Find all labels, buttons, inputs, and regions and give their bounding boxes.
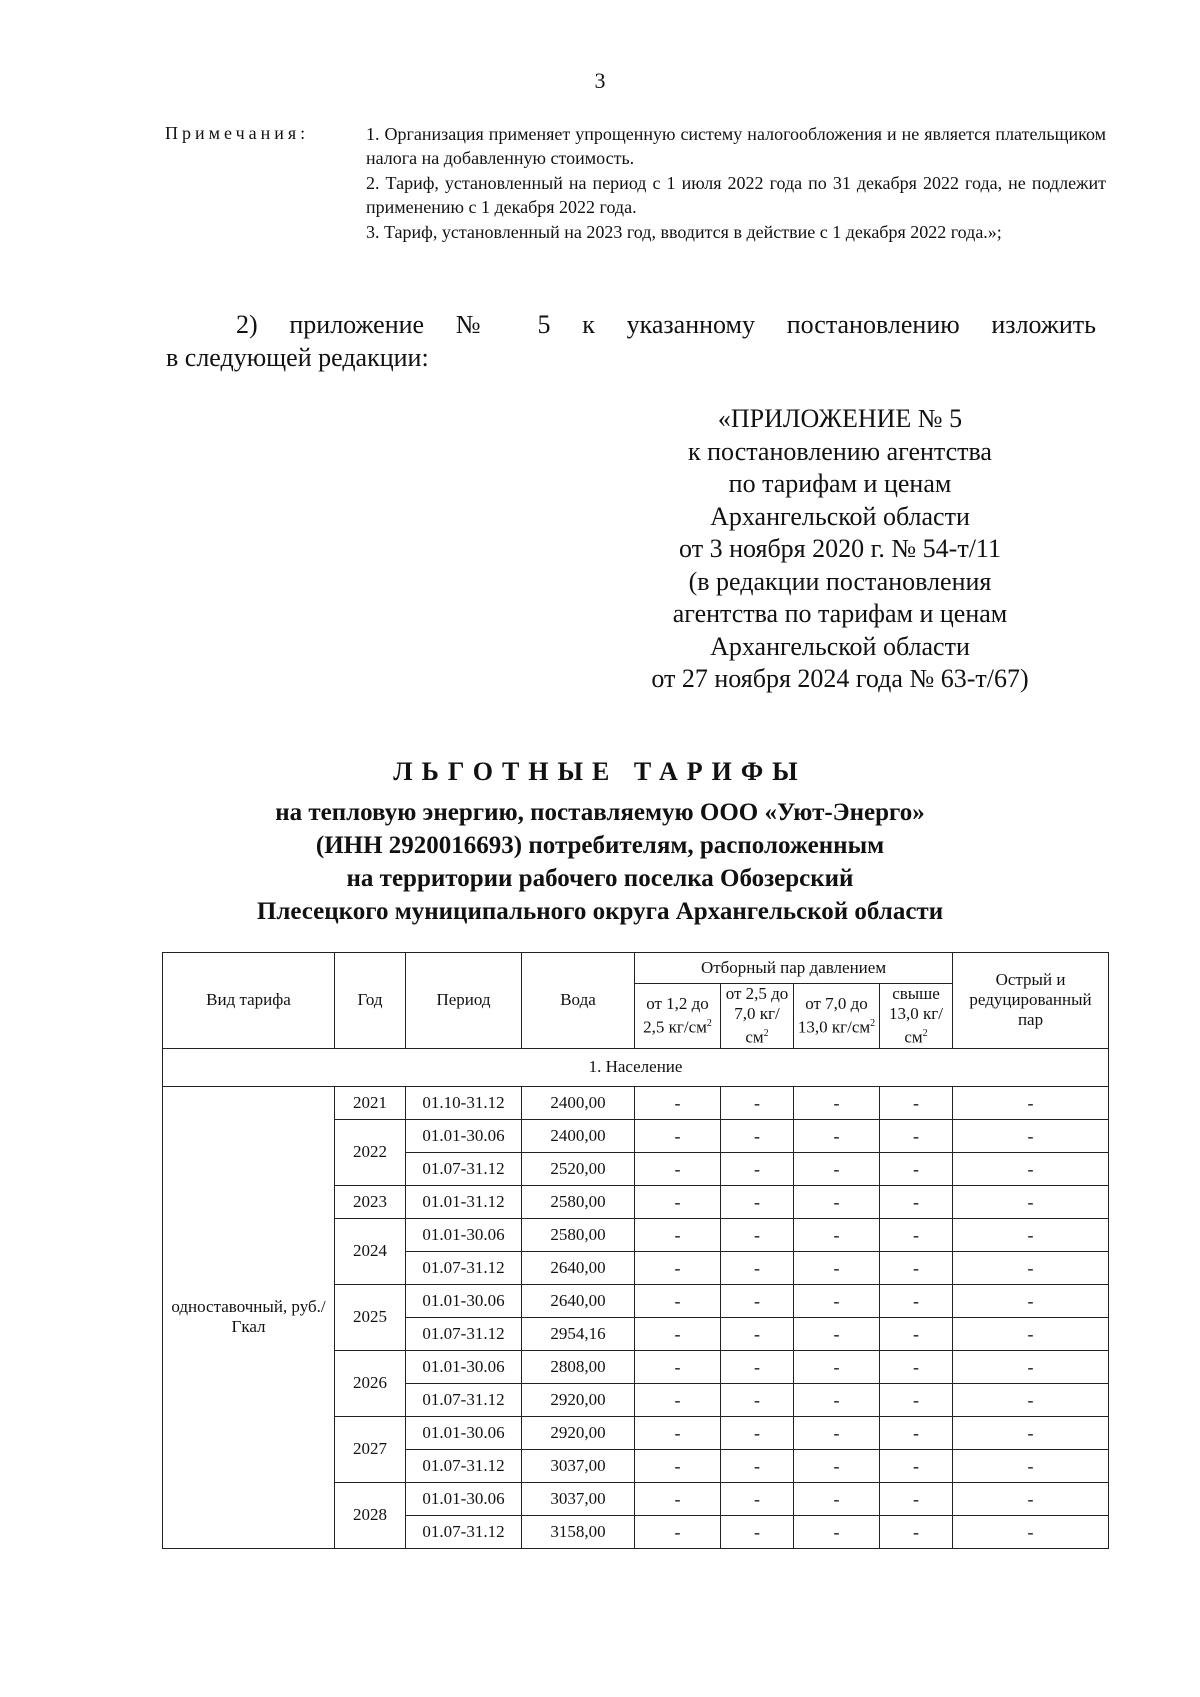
tariff-type-cell: одноставочный, руб./Гкал [163, 1086, 335, 1548]
empty-value-cell: - [880, 1515, 953, 1548]
empty-value-cell: - [635, 1317, 721, 1350]
empty-value-cell: - [953, 1416, 1109, 1449]
document-title: ЛЬГОТНЫЕ ТАРИФЫ [393, 757, 807, 786]
period-cell: 01.01-31.12 [406, 1185, 522, 1218]
period-cell: 01.07-31.12 [406, 1449, 522, 1482]
appendix-line: Архангельской области [710, 501, 970, 531]
empty-value-cell: - [953, 1185, 1109, 1218]
empty-value-cell: - [880, 1317, 953, 1350]
subtitle-line: на территории рабочего поселка Обозерский [346, 865, 854, 892]
section-row: 1. Население [163, 1048, 1109, 1086]
period-cell: 01.01-30.06 [406, 1482, 522, 1515]
empty-value-cell: - [635, 1152, 721, 1185]
year-cell: 2021 [335, 1086, 406, 1119]
empty-value-cell: - [721, 1449, 794, 1482]
empty-value-cell: - [721, 1383, 794, 1416]
empty-value-cell: - [880, 1152, 953, 1185]
water-cell: 2920,00 [522, 1383, 635, 1416]
note-item: 3. Тариф, установленный на 2023 год, вводится в действие с 1 декабря 2022 года.»; [366, 222, 1002, 242]
empty-value-cell: - [953, 1119, 1109, 1152]
empty-value-cell: - [953, 1482, 1109, 1515]
period-cell: 01.01-30.06 [406, 1119, 522, 1152]
empty-value-cell: - [880, 1185, 953, 1218]
empty-value-cell: - [953, 1449, 1109, 1482]
period-cell: 01.01-30.06 [406, 1284, 522, 1317]
empty-value-cell: - [880, 1284, 953, 1317]
year-cell: 2023 [335, 1185, 406, 1218]
period-cell: 01.01-30.06 [406, 1218, 522, 1251]
empty-value-cell: - [721, 1152, 794, 1185]
paragraph-line: 2) приложение № 5 к указанному постановлению изложить [236, 310, 1096, 339]
period-cell: 01.07-31.12 [406, 1383, 522, 1416]
empty-value-cell: - [635, 1449, 721, 1482]
empty-value-cell: - [880, 1350, 953, 1383]
period-cell: 01.07-31.12 [406, 1317, 522, 1350]
water-cell: 3037,00 [522, 1482, 635, 1515]
subtitle-line: на тепловую энергию, поставляемую ООО «Уют-Энерго» [275, 799, 925, 826]
empty-value-cell: - [794, 1086, 880, 1119]
empty-value-cell: - [635, 1086, 721, 1119]
subtitle-line: (ИНН 2920016693) потребителям, расположенным [315, 832, 885, 859]
appendix-line: «ПРИЛОЖЕНИЕ № 5 [717, 404, 963, 433]
appendix-line: от 27 ноября 2024 года № 63-т/67) [651, 664, 1029, 693]
empty-value-cell: - [794, 1515, 880, 1548]
empty-value-cell: - [794, 1284, 880, 1317]
empty-value-cell: - [721, 1416, 794, 1449]
empty-value-cell: - [721, 1482, 794, 1515]
appendix-line: к постановлению агентства [688, 436, 992, 466]
appendix-line: Архангельской области [710, 631, 970, 661]
header-steam-group: Отборный пар давлением [635, 953, 953, 984]
empty-value-cell: - [953, 1152, 1109, 1185]
notes-label: Примечания: [165, 123, 310, 143]
empty-value-cell: - [794, 1317, 880, 1350]
subtitle-line: Плесецкого муниципального округа Архангельской области [256, 898, 944, 925]
water-cell: 2954,16 [522, 1317, 635, 1350]
empty-value-cell: - [794, 1119, 880, 1152]
table-row [163, 1086, 1109, 1119]
header-steam-col: от 7,0 до 13,0 $кг/см^2$ [794, 984, 880, 1049]
header-steam-col: от 1,2 до 2,5 $кг/см^2$ [635, 984, 721, 1049]
empty-value-cell: - [794, 1350, 880, 1383]
document-subtitle [0, 796, 1200, 928]
header-steam-col: от 2,5 до 7,0 $кг/см^2$ [721, 984, 794, 1049]
empty-value-cell: - [721, 1515, 794, 1548]
water-cell: 2400,00 [522, 1119, 635, 1152]
empty-value-cell: - [721, 1284, 794, 1317]
year-cell: 2022 [335, 1119, 406, 1185]
empty-value-cell: - [953, 1383, 1109, 1416]
empty-value-cell: - [635, 1350, 721, 1383]
empty-value-cell: - [635, 1416, 721, 1449]
empty-value-cell: - [721, 1251, 794, 1284]
empty-value-cell: - [794, 1383, 880, 1416]
note-item: 2. Тариф, установленный на период с 1 июля 2022 года по 31 декабря 2022 года, не подлежит применению с 1 декабря 2022 года. [366, 173, 1106, 217]
empty-value-cell: - [953, 1284, 1109, 1317]
header-sharp-steam: Острый и редуцированный пар [953, 953, 1109, 1049]
empty-value-cell: - [635, 1482, 721, 1515]
empty-value-cell: - [953, 1350, 1109, 1383]
empty-value-cell: - [953, 1086, 1109, 1119]
empty-value-cell: - [794, 1251, 880, 1284]
water-cell: 2580,00 [522, 1185, 635, 1218]
period-cell: 01.07-31.12 [406, 1251, 522, 1284]
tariff-table [162, 952, 1109, 1549]
water-cell: 2808,00 [522, 1350, 635, 1383]
appendix-line: по тарифам и ценам [728, 469, 952, 498]
empty-value-cell: - [880, 1416, 953, 1449]
empty-value-cell: - [635, 1218, 721, 1251]
year-cell: 2027 [335, 1416, 406, 1482]
empty-value-cell: - [953, 1515, 1109, 1548]
water-cell: 2520,00 [522, 1152, 635, 1185]
period-cell: 01.07-31.12 [406, 1152, 522, 1185]
header-type: Вид тарифа [163, 953, 335, 1049]
period-cell: 01.01-30.06 [406, 1350, 522, 1383]
empty-value-cell: - [794, 1218, 880, 1251]
empty-value-cell: - [635, 1284, 721, 1317]
empty-value-cell: - [880, 1383, 953, 1416]
water-cell: 3158,00 [522, 1515, 635, 1548]
empty-value-cell: - [794, 1416, 880, 1449]
water-cell: 2920,00 [522, 1416, 635, 1449]
appendix-heading [620, 403, 1060, 696]
year-cell: 2025 [335, 1284, 406, 1350]
page-number: 3 [594, 68, 606, 93]
empty-value-cell: - [635, 1185, 721, 1218]
appendix-line: (в редакции постановления [688, 566, 992, 596]
empty-value-cell: - [953, 1317, 1109, 1350]
notes-list [366, 122, 1106, 245]
empty-value-cell: - [721, 1350, 794, 1383]
empty-value-cell: - [794, 1449, 880, 1482]
empty-value-cell: - [635, 1383, 721, 1416]
period-cell: 01.01-30.06 [406, 1416, 522, 1449]
empty-value-cell: - [635, 1515, 721, 1548]
water-cell: 2640,00 [522, 1251, 635, 1284]
empty-value-cell: - [880, 1482, 953, 1515]
empty-value-cell: - [880, 1086, 953, 1119]
header-water: Вода [522, 953, 635, 1049]
empty-value-cell: - [794, 1482, 880, 1515]
empty-value-cell: - [880, 1119, 953, 1152]
empty-value-cell: - [794, 1152, 880, 1185]
year-cell: 2024 [335, 1218, 406, 1284]
year-cell: 2028 [335, 1482, 406, 1548]
empty-value-cell: - [721, 1185, 794, 1218]
note-item: 1. Организация применяет упрощенную систему налогообложения и не является плательщиком налога на добавленную стоимость. [366, 124, 1106, 168]
period-cell: 01.07-31.12 [406, 1515, 522, 1548]
paragraph-line: в следующей редакции: [166, 343, 429, 372]
header-year: Год [335, 953, 406, 1049]
empty-value-cell: - [953, 1218, 1109, 1251]
empty-value-cell: - [953, 1251, 1109, 1284]
empty-value-cell: - [880, 1218, 953, 1251]
period-cell: 01.10-31.12 [406, 1086, 522, 1119]
water-cell: 3037,00 [522, 1449, 635, 1482]
year-cell: 2026 [335, 1350, 406, 1416]
empty-value-cell: - [635, 1251, 721, 1284]
empty-value-cell: - [880, 1449, 953, 1482]
empty-value-cell: - [794, 1185, 880, 1218]
appendix-line: от 3 ноября 2020 г. № 54-т/11 [679, 534, 1001, 563]
appendix-line: агентства по тарифам и ценам [672, 599, 1008, 628]
water-cell: 2640,00 [522, 1284, 635, 1317]
empty-value-cell: - [721, 1086, 794, 1119]
empty-value-cell: - [880, 1251, 953, 1284]
amendment-paragraph [166, 308, 1096, 374]
water-cell: 2580,00 [522, 1218, 635, 1251]
empty-value-cell: - [721, 1218, 794, 1251]
empty-value-cell: - [721, 1317, 794, 1350]
header-period: Период [406, 953, 522, 1049]
water-cell: 2400,00 [522, 1086, 635, 1119]
header-steam-col: свыше 13,0 $кг/см^2$ [880, 984, 953, 1049]
empty-value-cell: - [635, 1119, 721, 1152]
empty-value-cell: - [721, 1119, 794, 1152]
